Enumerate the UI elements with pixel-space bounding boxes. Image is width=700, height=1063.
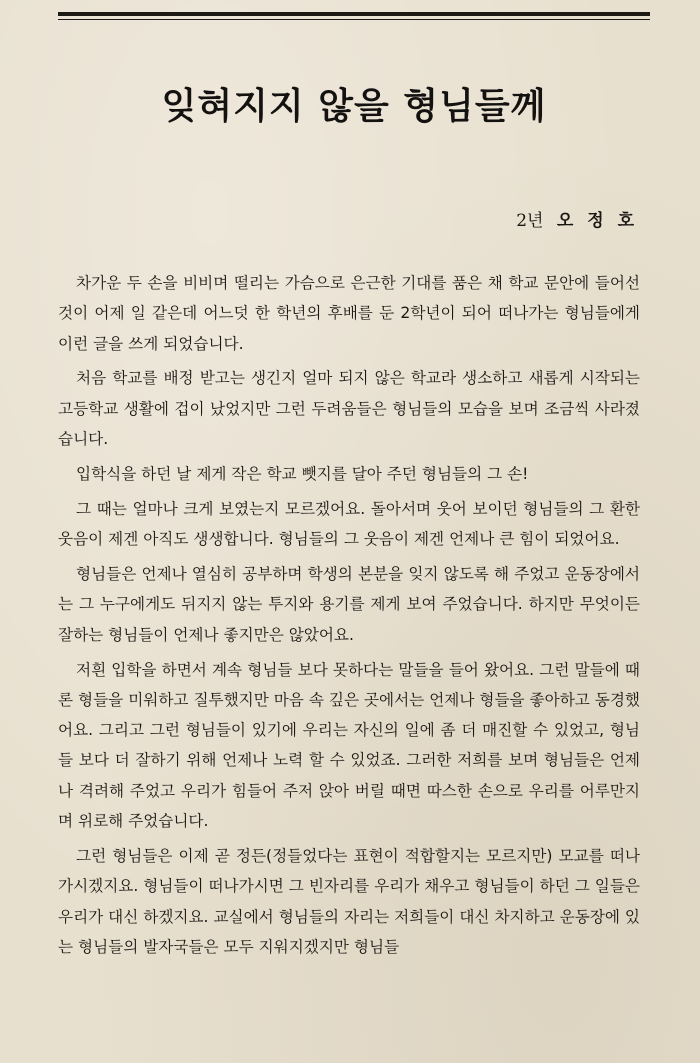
paragraph: 처음 학교를 배정 받고는 생긴지 얼마 되지 않은 학교라 생소하고 새롭게 시작되는 고등학교 생활에 겁이 났었지만 그런 두려움들은 형님들의 모습을 보며 조금씩 사라졌습니다. xyxy=(58,369,640,449)
article-body xyxy=(58,268,640,967)
header-rule-thin xyxy=(58,19,650,20)
author-name: 오 정 호 xyxy=(556,211,638,231)
author-grade: 2년 xyxy=(516,211,544,231)
paragraph: 그런 형님들은 이제 곧 정든(정들었다는 표현이 적합할지는 모르지만) 모교를 떠나 가시겠지요. 형님들이 떠나가시면 그 빈자리를 우리가 채우고 형님들이 하던 그 일들은 우리가 대신 하겠지요. 교실에서 형님들의 자리는 저희들이 대신 차지하고 운동장에 있는 형님들의 발자국들은 모두 지워지겠지만 형님들 xyxy=(58,846,640,956)
paragraph: 저흰 입학을 하면서 계속 형님들 보다 못하다는 말들을 들어 왔어요. 그런 말들에 때론 형들을 미워하고 질투했지만 마음 속 깊은 곳에서는 언제나 형들을 좋아하고 동경했어요. 그리고 그런 형님들이 있기에 우리는 자신의 일에 좀 더 매진할 수 있었고, 형님들 보다 더 잘하기 위해 언제나 노력 할 수 있었죠. 그러한 저희를 보며 형님들은 언제나 격려해 주었고 우리가 힘들어 주저 앉아 버릴 때면 따스한 손으로 우리를 어루만지며 위로해 주었습니다. xyxy=(58,660,640,831)
paragraph: 형님들은 언제나 열심히 공부하며 학생의 본분을 잊지 않도록 해 주었고 운동장에서는 그 누구에게도 뒤지지 않는 투지와 용기를 제게 보여 주었습니다. 하지만 무엇이든 잘하는 형님들이 언제나 좋지만은 않았어요. xyxy=(58,565,640,644)
paragraph: 입학식을 하던 날 제게 작은 학교 뺏지를 달아 주던 형님들의 그 손! xyxy=(76,464,529,483)
paragraph: 차가운 두 손을 비비며 떨리는 가슴으로 은근한 기대를 품은 채 학교 문안에 들어선 것이 어제 일 같은데 어느덧 한 학년의 후배를 둔 2학년이 되어 떠나가는 형님들에게 이런 글을 쓰게 되었습니다. xyxy=(58,274,640,353)
header-rule-thick xyxy=(58,12,650,16)
author-byline xyxy=(516,206,638,231)
paragraph: 그 때는 얼마나 크게 보였는지 모르겠어요. 돌아서며 웃어 보이던 형님들의 그 환한 웃음이 제겐 아직도 생생합니다. 형님들의 그 웃음이 제겐 언제나 큰 힘이 되었어요. xyxy=(58,499,640,549)
article-title: 잊혀지지 않을 형님들께 xyxy=(161,85,547,127)
